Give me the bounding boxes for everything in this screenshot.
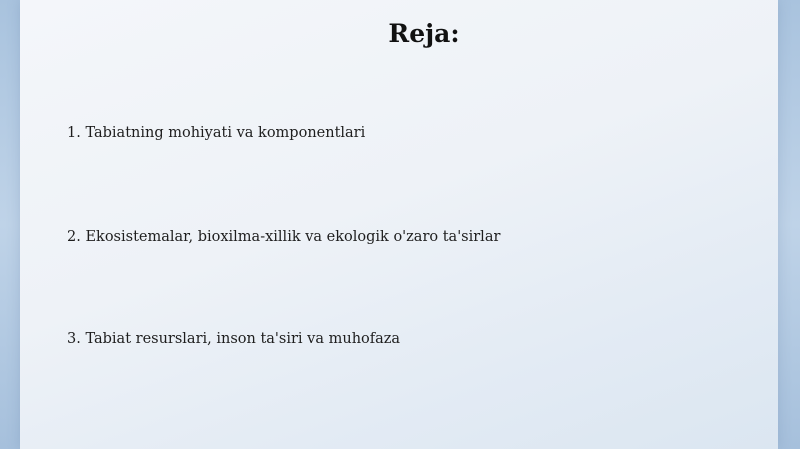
plan-item-1: 1. Tabiatning mohiyati va komponentlari: [67, 125, 366, 141]
slide: [20, 0, 778, 449]
slide-title: Reja:: [388, 19, 460, 48]
plan-item-3: 3. Tabiat resurslari, inson ta'siri va muhofaza: [67, 331, 401, 347]
plan-item-2: 2. Ekosistemalar, bioxilma-xillik va ekologik o'zaro ta'sirlar: [67, 229, 501, 245]
